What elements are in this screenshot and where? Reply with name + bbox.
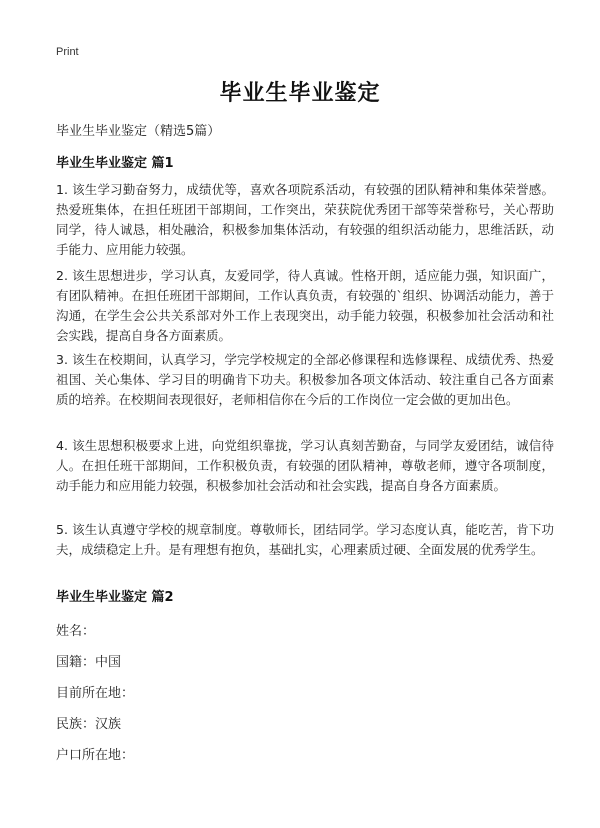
paragraph-5: 5. 该生认真遵守学校的规章制度。尊敬师长，团结同学。学习态度认真，能吃苦，肯下功夫，成绩稳定上升。是有理想有抱负，基础扎实，心理素质过硬、全面发展的优秀学生。	[56, 522, 554, 557]
field-name: 姓名：	[56, 624, 96, 639]
field-ethnicity: 民族：汉族	[56, 717, 122, 732]
paragraph-3: 3. 该生在校期间，认真学习，学完学校规定的全部必修课程和选修课程、成绩优秀、热爱祖国、关心集体、学习目的明确肯下功夫。积极参加各项文体活动、较注重自己各方面素质的培养。在校期间表现很好，老师相信你在今后的工作岗位一定会做的更加出色。	[56, 352, 554, 407]
print-link[interactable]: Print	[56, 46, 79, 58]
field-nationality: 国籍：中国	[56, 655, 122, 670]
field-current-location: 目前所在地：	[56, 686, 135, 701]
field-household-registration: 户口所在地：	[56, 748, 135, 763]
document-subtitle: 毕业生毕业鉴定（精选5篇）	[56, 124, 221, 139]
paragraph-1: 1. 该生学习勤奋努力，成绩优等，喜欢各项院系活动，有较强的团队精神和集体荣誉感。热爱班集体，在担任班团干部期间，工作突出，荣获院优秀团干部等荣誉称号，关心帮助同学，待人诚恳，相处融洽，积极参加集体活动，有较强的组织活动能力，思维活跃，动手能力、应用能力较强。	[56, 182, 554, 257]
section-heading-2: 毕业生毕业鉴定 篇2	[56, 590, 174, 605]
paragraph-4: 4. 该生思想积极要求上进，向党组织靠拢，学习认真刻苦勤奋，与同学友爱团结，诚信待人。在担任班干部期间，工作积极负责，有较强的团队精神，尊敬老师，遵守各项制度，动手能力和应用能力较强，积极参加社会活动和社会实践，提高自身各方面素质。	[56, 438, 554, 493]
section-heading-1: 毕业生毕业鉴定 篇1	[56, 156, 174, 171]
page-title: 毕业生毕业鉴定	[219, 81, 381, 106]
paragraph-2: 2. 该生思想进步，学习认真，友爱同学，待人真诚。性格开朗，适应能力强，知识面广，有团队精神。在担任班团干部期间，工作认真负责，有较强的`组织、协调活动能力，善于沟通，在学生会公共关系部对外工作上表现突出，动手能力较强，积极参加社会活动和社会实践，提高自身各方面素质。	[56, 268, 554, 343]
